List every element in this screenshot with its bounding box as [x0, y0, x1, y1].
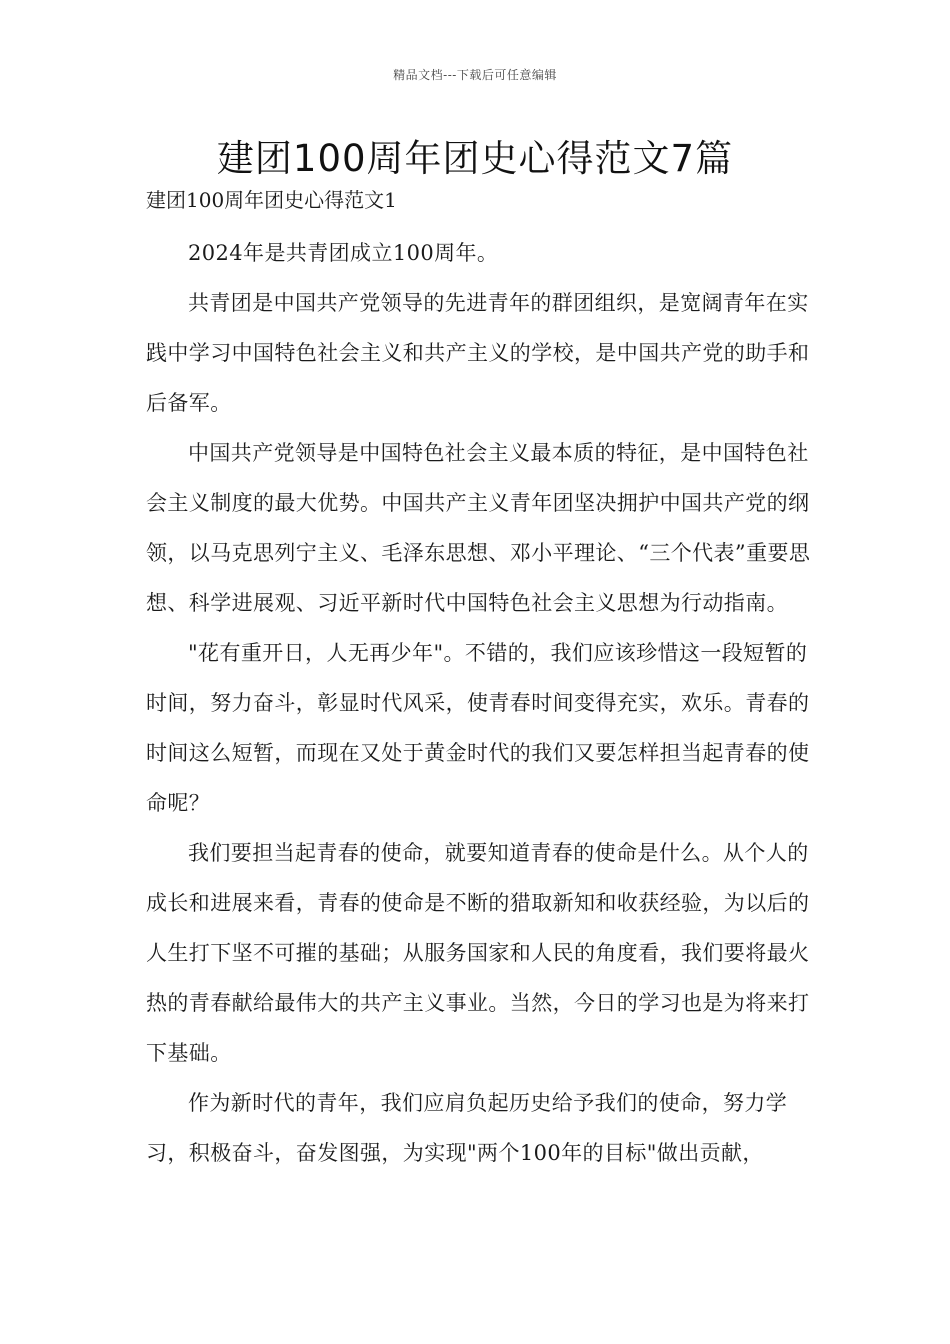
paragraph-2: 共青团是中国共产党领导的先进青年的群团组织，是宽阔青年在实践中学习中国特色社会主义和共产主义的学校，是中国共产党的助手和后备军。 [146, 291, 810, 415]
paragraph-3: 中国共产党领导是中国特色社会主义最本质的特征，是中国特色社会主义制度的最大优势。中国共产主义青年团坚决拥护中国共产党的纲领，以马克思列宁主义、毛泽东思想、邓小平理论、“三个代表”重要思想、科学进展观、习近平新时代中国特色社会主义思想为行动指南。 [146, 441, 811, 615]
paragraph-1: 2024年是共青团成立100周年。 [188, 241, 499, 265]
paragraph-5: 我们要担当起青春的使命，就要知道青春的使命是什么。从个人的成长和进展来看，青春的使命是不断的猎取新知和收获经验，为以后的人生打下坚不可摧的基础；从服务国家和人民的角度看，我们要将最火热的青春献给最伟大的共产主义事业。当然，今日的学习也是为将来打下基础。 [146, 841, 810, 1065]
section-subtitle: 建团100周年团史心得范文1 [146, 188, 397, 212]
document-body [146, 184, 826, 1178]
paragraph-4: "花有重开日，人无再少年"。不错的，我们应该珍惜这一段短暂的时间，努力奋斗，彰显时代风采，使青春时间变得充实，欢乐。青春的时间这么短暂，而现在又处于黄金时代的我们又要怎样担当起青春的使命呢？ [146, 641, 810, 815]
paragraph-6: 作为新时代的青年，我们应肩负起历史给予我们的使命，努力学习，积极奋斗，奋发图强，为实现"两个100年的目标"做出贡献， [146, 1091, 788, 1165]
header-note: 精品文档---下载后可任意编辑 [393, 68, 557, 82]
document-title: 建团100周年团史心得范文7篇 [216, 137, 734, 180]
